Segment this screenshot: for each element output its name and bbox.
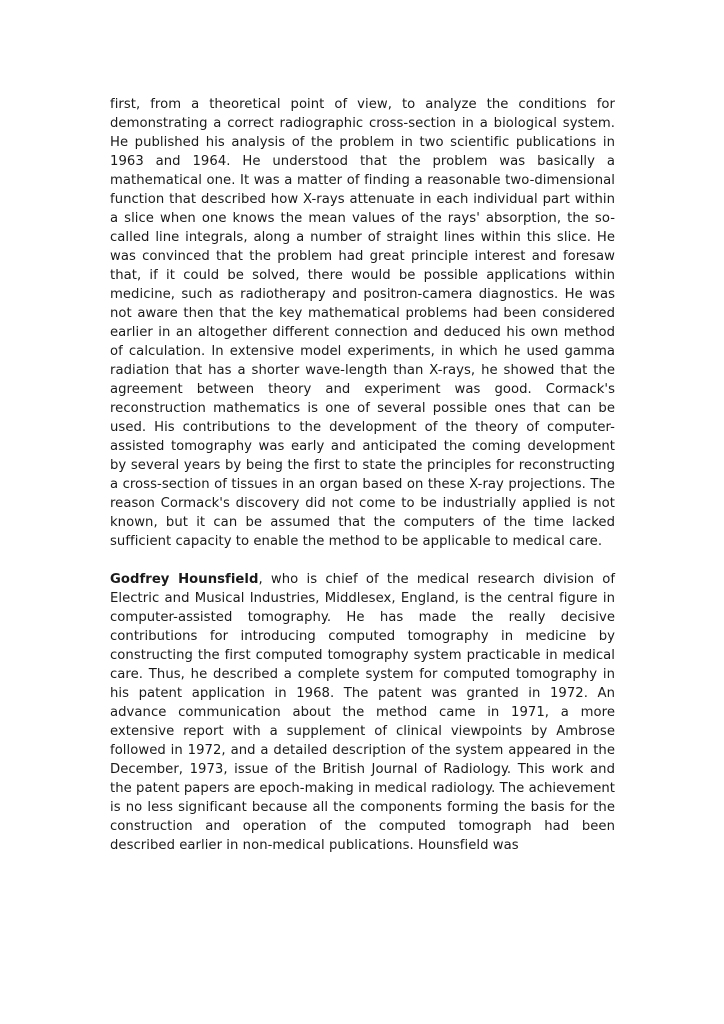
- paragraph-cormack: first, from a theoretical point of view, to analyze the conditions for demonstrating a correct radiographic cross-section in a biological system. He published his analysis of the problem in two scientific publications in 1963 and 1964. He understood that the problem was basically a mathematical one. It was a matter of finding a reasonable two-dimensional function that described how X-rays attenuate in each individual part within a slice when one knows the mean values of the rays' absorption, the so-called line integrals, along a number of straight lines within this slice. He was convinced that the problem had great principle interest and foresaw that, if it could be solved, there would be possible applications within medicine, such as radiotherapy and positron-camera diagnostics. He was not aware then that the key mathematical problems had been considered earlier in an altogether different connection and deduced his own method of calculation. In extensive model experiments, in which he used gamma radiation that has a shorter wave-length than X-rays, he showed that the agreement between theory and experiment was good. Cormack's reconstruction mathematics is one of several possible ones that can be used. His contributions to the development of the theory of computer-assisted tomography was early and anticipated the coming development by several years by being the first to state the principles for reconstructing a cross-section of tissues in an organ based on these X-ray projections. The reason Cormack's discovery did not come to be industrially applied is not known, but it can be assumed that the computers of the time lacked sufficient capacity to enable the method to be applicable to medical care.: [110, 97, 615, 549]
- paragraph-hounsfield: [110, 570, 615, 855]
- hounsfield-name: Godfrey Hounsfield: [110, 572, 259, 587]
- hounsfield-text: , who is chief of the medical research division of Electric and Musical Industries, Middlesex, England, is the central figure in computer-assisted tomography. He has made the really decisive contributions for introducing computed tomography in medicine by constructing the first computed tomography system practicable in medical care. Thus, he described a complete system for computed tomography in his patent application in 1968. The patent was granted in 1972. An advance communication about the method came in 1971, a more extensive report with a supplement of clinical viewpoints by Ambrose followed in 1972, and a detailed description of the system appeared in the December, 1973, issue of the British Journal of Radiology. This work and the patent papers are epoch-making in medical radiology. The achievement is no less significant because all the components forming the basis for the construction and operation of the computed tomograph had been described earlier in non-medical publications. Hounsfield was: [110, 572, 616, 853]
- document-page: [110, 95, 615, 874]
